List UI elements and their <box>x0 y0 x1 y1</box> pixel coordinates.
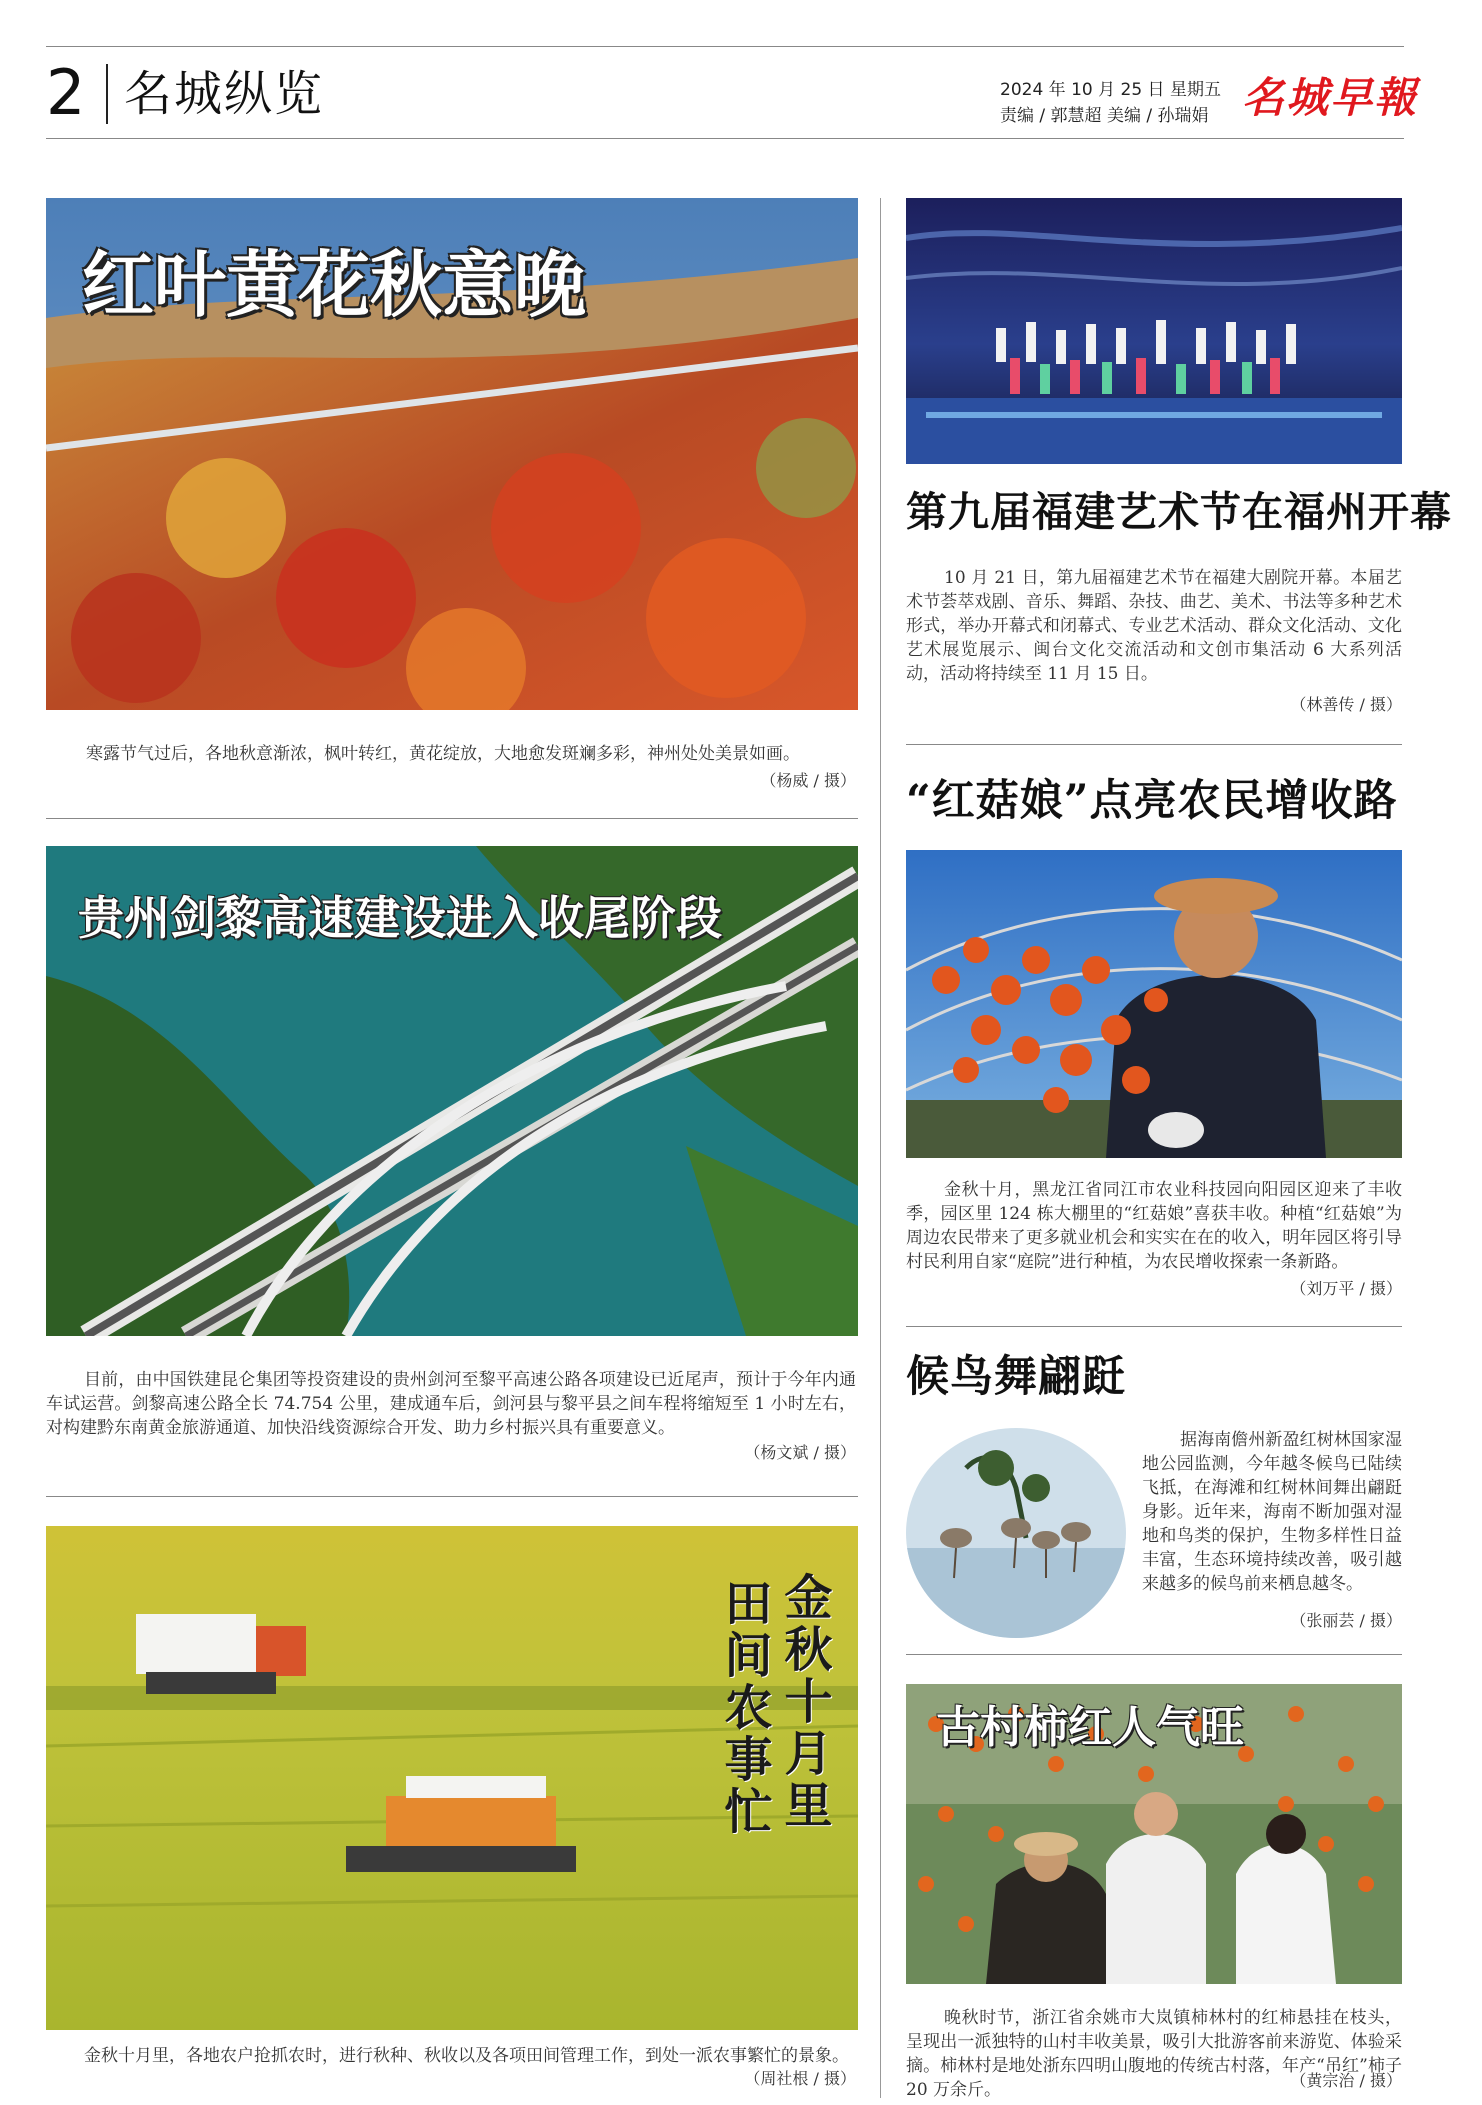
autumn-caption: 寒露节气过后，各地秋意渐浓，枫叶转红，黄花绽放，大地愈发斑斓多彩，神州处处美景如画。 <box>86 744 800 764</box>
column-divider <box>880 198 881 2098</box>
persimmon-credit: （黄宗治 / 摄） <box>1290 2071 1402 2090</box>
stage-performance-photo <box>906 198 1402 464</box>
persimmon-title: 古村柿红人气旺 <box>936 1702 1244 1753</box>
harvest-caption: 金秋十月里，各地农户抢抓农时，进行秋种、秋收以及各项田间管理工作，到处一派农事繁忙的景象。 <box>84 2046 849 2066</box>
editor-credits: 责编 / 郭慧超 美编 / 孙瑞娟 <box>1000 106 1209 126</box>
mushroom-body: 金秋十月，黑龙江省同江市农业科技园向阳园区迎来了丰收季，园区里 124 栋大棚里的“红菇娘”喜获丰收。种植“红菇娘”为周边农民带来了更多就业机会和实实在在的收入，明年园区将引导村民利用自家“庭院”进行种植，为农民增收探索一条新路。 <box>906 1180 1402 1272</box>
birds-body: 据海南儋州新盈红树林国家湿地公园监测，今年越冬候鸟已陆续飞抵，在海滩和红树林间舞出翩跹身影。近年来，海南不断加强对湿地和鸟类的保护，生物多样性日益丰富，生态环境持续改善，吸引越来越多的候鸟前来栖息越冬。 <box>1142 1430 1402 1594</box>
persimmon-body: 晚秋时节，浙江省余姚市大岚镇柿林村的红柿悬挂在枝头，呈现出一派独特的山村丰收美景，吸引大批游客前来游览、体验采摘。柿林村是地处浙东四明山腹地的传统古村落，年产“吊红”柿子 20 万余斤。 <box>906 2008 1402 2100</box>
section-rule <box>46 818 858 819</box>
issue-date: 2024 年 10 月 25 日 星期五 <box>1000 80 1221 100</box>
section-rule <box>906 1654 1402 1655</box>
birds-credit: （张丽芸 / 摄） <box>1290 1611 1402 1630</box>
section-rule <box>906 1326 1402 1327</box>
harvest-title-line1: 金秋十月里 <box>776 1572 832 1832</box>
fujian-body: 10 月 21 日，第九届福建艺术节在福建大剧院开幕。本届艺术节荟萃戏剧、音乐、舞蹈、杂技、曲艺、美术、书法等多种艺术形式，举办开幕式和闭幕式、专业艺术活动、群众文化活动、文化艺术展览展示、闽台文化交流活动和文创市集活动 6 大系列活动，活动将持续至 11 月 15 日。 <box>906 568 1402 684</box>
birds-headline: 候鸟舞翩跹 <box>906 1352 1126 1402</box>
migratory-birds-photo <box>906 1428 1126 1638</box>
mushroom-headline: “红菇娘”点亮农民增收路 <box>906 776 1398 826</box>
autumn-title: 红叶黄花秋意晚 <box>82 242 587 327</box>
highway-title: 贵州剑黎高速建设进入收尾阶段 <box>78 891 722 945</box>
harvest-title-line2: 田间农事忙 <box>716 1578 772 1838</box>
autumn-foliage-photo <box>46 198 858 710</box>
highway-credit: （杨文斌 / 摄） <box>744 1443 856 1462</box>
page-number: 2 <box>46 56 86 129</box>
fujian-credit: （林善传 / 摄） <box>1290 695 1402 714</box>
section-title: 名城纵览 <box>124 66 325 122</box>
physalis-harvest-photo <box>906 850 1402 1158</box>
harvest-credit: （周社根 / 摄） <box>744 2069 856 2088</box>
header-separator <box>106 64 108 124</box>
autumn-credit: （杨威 / 摄） <box>760 771 856 790</box>
masthead-logo: 名城早報 <box>1242 73 1419 122</box>
rice-harvest-photo <box>46 1526 858 2030</box>
mushroom-credit: （刘万平 / 摄） <box>1290 1279 1402 1298</box>
header-top-rule <box>46 46 1404 47</box>
highway-bridge-photo <box>46 846 858 1336</box>
section-rule <box>906 744 1402 745</box>
section-rule <box>46 1496 858 1497</box>
header-bottom-rule <box>46 138 1404 139</box>
highway-caption: 目前，由中国铁建昆仑集团等投资建设的贵州剑河至黎平高速公路各项建设已近尾声，预计于今年内通车试运营。剑黎高速公路全长 74.754 公里，建成通车后，剑河县与黎平县之间车程将缩短至 1 小时左右，对构建黔东南黄金旅游通道、加快沿线资源综合开发、助力乡村振兴具有重要意义。 <box>46 1370 856 1438</box>
fujian-headline: 第九届福建艺术节在福州开幕 <box>906 488 1452 536</box>
persimmon-village-photo <box>906 1684 1402 1984</box>
